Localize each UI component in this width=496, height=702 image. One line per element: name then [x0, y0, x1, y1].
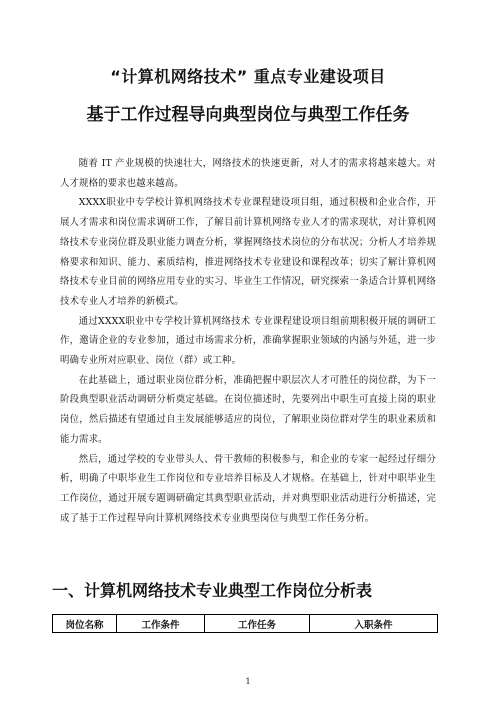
section-heading: 一、计算机网络技术专业典型工作岗位分析表 — [52, 581, 373, 600]
paragraph-conclusion: 然后，通过学校的专业带头人、骨干教师的积极参与，和企业的专家一起经过仔细分析，明确了中职毕业生工作岗位和专业培养目标及人才规格。在基础上，针对中职毕业生工作岗位，通过开展专题调研确定其典型职业活动，并对典型职业活动进行分析描述，完成了基于工作过程导向计算机网络技术专业典型岗位与典型工作任务分析。 — [60, 453, 436, 524]
document-title-line1: “计算机网络技术” 重点专业建设项目 — [110, 67, 386, 86]
table-header-job-name: 岗位名称 — [53, 615, 117, 632]
paragraph-job-group-analysis: 在此基础上，通过职业岗位群分析，准确把握中职层次人才可胜任的岗位群，为下一阶段典型职业活动调研分析奠定基础。在岗位描述时，先要列出中职生可直接上岗的职业岗位，然后描述有望通过自主发展能够适应的岗位，了解职业岗位群对学生的职业素质和能力需求。 — [60, 374, 436, 445]
paragraph-research: 通过XXXX职业中专学校计算机网络技术 专业课程建设项目组前期积极开展的调研工作，邀请企业的专业参加，通过市场需求分析，准确掌握职业领域的内涵与外延，进一步明确专业所对应职业、岗位（群）或工种。 — [60, 315, 436, 367]
table-header-work-tasks: 工作任务 — [205, 615, 310, 632]
table-header-work-conditions: 工作条件 — [117, 615, 205, 632]
paragraph-intro: 随着 IT 产业规模的快速壮大，网络技术的快速更新，对人才的需求将越来越大。对人才规格的要求也越来越高。 — [60, 158, 436, 189]
job-analysis-table-header — [52, 614, 438, 633]
page-number: 1 — [245, 677, 251, 686]
document-title-line2: 基于工作过程导向典型岗位与典型工作任务 — [86, 105, 410, 125]
paragraph-project-team: XXXX职业中专学校计算机网络技术专业课程建设项目组，通过积极和企业合作，开展人才需求和岗位需求调研工作，了解目前计算机网络专业人才的需求现状，对计算机网络技术专业岗位群及职业能力调查分析，掌握网络技术岗位的分布状况；分析人才培养规格要求和知识、能力、素质结构，推进网络技术专业建设和课程改革；切实了解计算机网络技术专业目前的网络应用专业的实习、毕业生工作情况，研究探索一条适合计算机网络技术专业人才培养的新模式。 — [60, 197, 436, 307]
document-body — [60, 154, 436, 528]
table-header-entry-requirements: 入职条件 — [354, 619, 393, 631]
